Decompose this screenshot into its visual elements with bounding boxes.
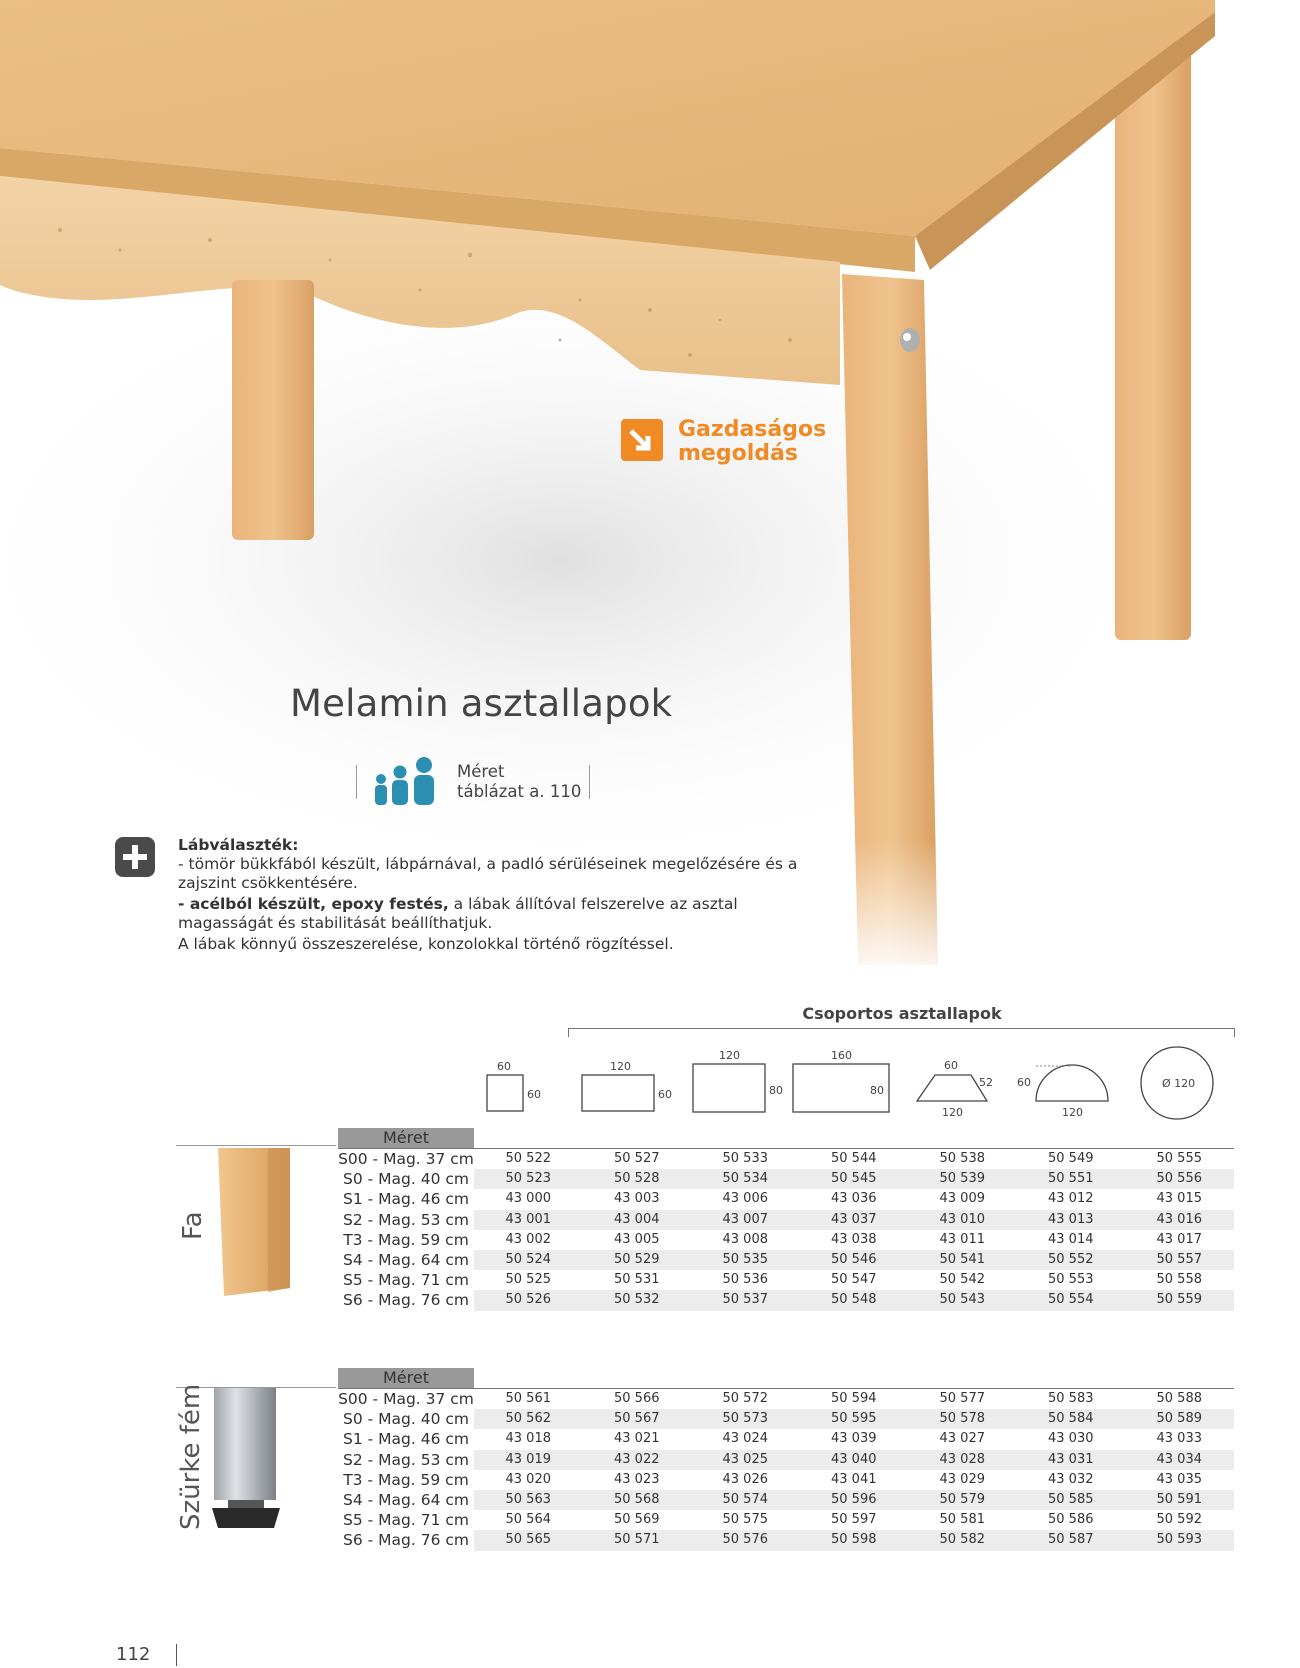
s1-side: 60 [527,1088,541,1101]
code-cell: 43 008 [722,1231,768,1247]
shape-rect-120x80 [693,1064,765,1112]
code-cell: 50 562 [505,1411,551,1427]
code-cell: 50 581 [939,1512,985,1528]
code-cell: 43 025 [722,1451,768,1467]
code-cell: 50 558 [1156,1272,1202,1288]
s5-side: 52 [979,1076,993,1089]
code-cell: 50 569 [614,1512,660,1528]
code-cell: 50 567 [614,1411,660,1427]
code-cell: 43 000 [505,1191,551,1207]
code-cell: 50 531 [614,1272,660,1288]
code-cell: 50 547 [831,1272,877,1288]
code-cell: 50 565 [505,1532,551,1548]
table-row [338,1169,1234,1189]
leg-options [178,836,828,954]
code-cell: 50 543 [939,1292,985,1308]
code-cell: 50 592 [1156,1512,1202,1528]
code-cell: 43 034 [1156,1451,1202,1467]
size-cell: S1 - Mag. 46 cm [338,1429,474,1449]
code-cell: 50 559 [1156,1292,1202,1308]
size-column-header: Méret [338,1368,474,1388]
code-cell: 43 002 [505,1231,551,1247]
s2-side: 60 [658,1088,672,1101]
code-cell: 43 017 [1156,1231,1202,1247]
code-cell: 43 021 [614,1431,660,1447]
code-cell: 43 001 [505,1211,551,1227]
economy-label [678,418,826,466]
people-sizes-icon [373,757,439,807]
fa-label: Fa [178,1211,208,1240]
footer-divider [176,1644,177,1666]
table-row [338,1290,1234,1310]
s3-side: 80 [769,1084,783,1097]
divider [356,765,357,799]
code-cell: 43 013 [1048,1211,1094,1227]
code-cell: 50 539 [939,1171,985,1187]
s4-side: 80 [870,1084,884,1097]
code-cell: 43 015 [1156,1191,1202,1207]
economy-badge [620,418,826,466]
divider [589,765,590,799]
code-cell: 43 026 [722,1471,768,1487]
code-cell: 50 595 [831,1411,877,1427]
code-cell: 43 006 [722,1191,768,1207]
code-cell: 43 040 [831,1451,877,1467]
table-row [338,1189,1234,1209]
size-reference-line-2: táblázat a. 110 [457,782,582,801]
code-cell: 50 556 [1156,1171,1202,1187]
size-cell: S00 - Mag. 37 cm [338,1150,474,1168]
s7-label: Ø 120 [1162,1077,1196,1090]
size-cell: S4 - Mag. 64 cm [338,1490,474,1510]
code-cell: 50 564 [505,1512,551,1528]
code-cell: 50 587 [1048,1532,1094,1548]
size-cell: S2 - Mag. 53 cm [338,1450,474,1470]
code-cell: 50 532 [614,1292,660,1308]
code-cell: 50 586 [1048,1512,1094,1528]
code-cell: 50 582 [939,1532,985,1548]
table-row [338,1429,1234,1449]
size-cell: S5 - Mag. 71 cm [338,1510,474,1530]
s5-top: 60 [944,1059,958,1072]
size-cell: T3 - Mag. 59 cm [338,1230,474,1250]
code-cell: 50 589 [1156,1411,1202,1427]
metal-table [338,1368,1234,1551]
code-cell: 50 597 [831,1512,877,1528]
code-cell: 50 541 [939,1251,985,1267]
code-cell: 50 575 [722,1512,768,1528]
code-cell: 43 014 [1048,1231,1094,1247]
arrow-down-right-icon [620,418,664,462]
code-cell: 43 024 [722,1431,768,1447]
code-cell: 50 554 [1048,1292,1094,1308]
code-cell: 43 010 [939,1211,985,1227]
shape-trapezoid [917,1075,987,1101]
code-cell: 43 011 [939,1231,985,1247]
table-row [338,1530,1234,1550]
fa-table [338,1128,1234,1311]
page-title: Melamin asztallapok [290,682,673,725]
code-cell: 50 576 [722,1532,768,1548]
code-cell: 50 555 [1156,1151,1202,1166]
code-cell: 50 572 [722,1391,768,1406]
table-row [338,1149,1234,1169]
size-cell: S0 - Mag. 40 cm [338,1169,474,1189]
table-row [338,1490,1234,1510]
code-cell: 50 528 [614,1171,660,1187]
code-cell: 50 579 [939,1491,985,1507]
s2-top: 120 [610,1060,631,1073]
code-cell: 43 019 [505,1451,551,1467]
code-cell: 43 020 [505,1471,551,1487]
size-cell: T3 - Mag. 59 cm [338,1470,474,1490]
code-cell: 50 534 [722,1171,768,1187]
table-row [338,1250,1234,1270]
table-row [338,1409,1234,1429]
leg-option-steel [178,895,828,933]
code-cell: 50 523 [505,1171,551,1187]
size-reference-line-1: Méret [457,762,505,781]
code-cell: 43 027 [939,1431,985,1447]
code-cell: 43 016 [1156,1211,1202,1227]
code-cell: 50 522 [505,1151,551,1166]
code-cell: 43 023 [614,1471,660,1487]
size-cell: S0 - Mag. 40 cm [338,1409,474,1429]
code-cell: 43 030 [1048,1431,1094,1447]
code-cell: 50 598 [831,1532,877,1548]
code-cell: 50 527 [614,1151,660,1166]
code-cell: 50 526 [505,1292,551,1308]
code-cell: 43 039 [831,1431,877,1447]
size-cell: S6 - Mag. 76 cm [338,1530,474,1550]
code-cell: 43 029 [939,1471,985,1487]
code-cell: 50 542 [939,1272,985,1288]
code-cell: 50 584 [1048,1411,1094,1427]
group-title: Csoportos asztallapok [802,1004,1002,1023]
code-cell: 50 573 [722,1411,768,1427]
leg-options-title: Lábválaszték: [178,836,299,854]
code-cell: 43 005 [614,1231,660,1247]
code-cell: 43 033 [1156,1431,1202,1447]
code-cell: 50 568 [614,1491,660,1507]
code-cell: 43 031 [1048,1451,1094,1467]
code-cell: 50 524 [505,1251,551,1267]
fa-section-line [176,1145,336,1146]
code-cell: 43 018 [505,1431,551,1447]
code-cell: 50 561 [505,1391,551,1406]
size-reference [356,752,590,812]
code-cell: 50 548 [831,1292,877,1308]
code-cell: 50 546 [831,1251,877,1267]
code-cell: 43 028 [939,1451,985,1467]
tabletop-shapes [0,1040,1300,1120]
table-row [338,1510,1234,1530]
size-cell: S6 - Mag. 76 cm [338,1290,474,1310]
code-cell: 50 538 [939,1151,985,1166]
code-cell: 50 536 [722,1272,768,1288]
table-row [338,1230,1234,1250]
leg-option-steel-text: a lábak állítóval felszerelve az asztal magasságát és stabilitását beállíthatjuk. [178,895,738,932]
leg-option-steel-bold: - acélból készült, epoxy festés, [178,895,449,913]
shape-half-circle [1036,1065,1108,1101]
code-cell: 50 593 [1156,1532,1202,1548]
s5-bottom: 120 [942,1106,963,1119]
s6-bottom: 120 [1062,1106,1083,1119]
table-row [338,1470,1234,1490]
table-row [338,1389,1234,1409]
code-cell: 43 035 [1156,1471,1202,1487]
code-cell: 50 577 [939,1391,985,1406]
code-cell: 50 563 [505,1491,551,1507]
code-cell: 43 038 [831,1231,877,1247]
code-cell: 50 588 [1156,1391,1202,1406]
page-number: 112 [116,1644,151,1665]
code-cell: 50 594 [831,1391,877,1406]
code-cell: 50 591 [1156,1491,1202,1507]
table-header [338,1128,1234,1149]
code-cell: 50 529 [614,1251,660,1267]
leg-option-wood: - tömör bükkfából készült, lábpárnával, a padló sérüléseinek megelőzésére és a zajszint csökkentésére. [178,855,798,892]
code-cell: 50 578 [939,1411,985,1427]
s1-top: 60 [497,1060,511,1073]
table-row [338,1450,1234,1470]
code-cell: 43 003 [614,1191,660,1207]
s4-top: 160 [831,1049,852,1062]
code-cell: 43 032 [1048,1471,1094,1487]
code-cell: 43 007 [722,1211,768,1227]
s3-top: 120 [719,1049,740,1062]
code-cell: 50 551 [1048,1171,1094,1187]
size-reference-text [457,762,581,802]
code-cell: 43 037 [831,1211,877,1227]
wood-leg-image [214,1148,294,1296]
code-cell: 50 544 [831,1151,877,1166]
code-cell: 43 041 [831,1471,877,1487]
code-cell: 50 571 [614,1532,660,1548]
size-cell: S2 - Mag. 53 cm [338,1210,474,1230]
code-cell: 43 036 [831,1191,877,1207]
code-cell: 50 537 [722,1292,768,1308]
fa-rows [338,1149,1234,1311]
size-cell: S00 - Mag. 37 cm [338,1390,474,1408]
code-cell: 50 583 [1048,1391,1094,1406]
code-cell: 43 012 [1048,1191,1094,1207]
table-row [338,1210,1234,1230]
group-bracket [568,1028,1235,1037]
code-cell: 50 525 [505,1272,551,1288]
metal-rows [338,1389,1234,1551]
table-row [338,1270,1234,1290]
code-cell: 50 545 [831,1171,877,1187]
shape-square-60x60 [487,1075,523,1111]
plus-icon [114,836,156,878]
table-header [338,1368,1234,1389]
metal-leg-image [208,1388,288,1530]
size-cell: S5 - Mag. 71 cm [338,1270,474,1290]
code-cell: 50 566 [614,1391,660,1406]
metal-label: Szürke fém [176,1383,206,1530]
economy-line-2: megoldás [678,441,798,466]
code-cell: 50 574 [722,1491,768,1507]
code-cell: 50 585 [1048,1491,1094,1507]
code-cell: 50 596 [831,1491,877,1507]
code-cell: 43 022 [614,1451,660,1467]
code-cell: 43 004 [614,1211,660,1227]
code-cell: 50 557 [1156,1251,1202,1267]
size-cell: S4 - Mag. 64 cm [338,1250,474,1270]
code-cell: 43 009 [939,1191,985,1207]
s6-side: 60 [1017,1076,1031,1089]
shape-rect-120x60 [582,1075,654,1111]
size-cell: S1 - Mag. 46 cm [338,1189,474,1209]
code-cell: 50 552 [1048,1251,1094,1267]
code-cell: 50 533 [722,1151,768,1166]
size-column-header: Méret [338,1128,474,1148]
code-cell: 50 553 [1048,1272,1094,1288]
code-cell: 50 549 [1048,1151,1094,1166]
leg-assembly-note: A lábak könnyű összeszerelése, konzolokkal történő rögzítéssel. [178,935,674,953]
economy-line-1: Gazdaságos [678,417,827,442]
code-cell: 50 535 [722,1251,768,1267]
